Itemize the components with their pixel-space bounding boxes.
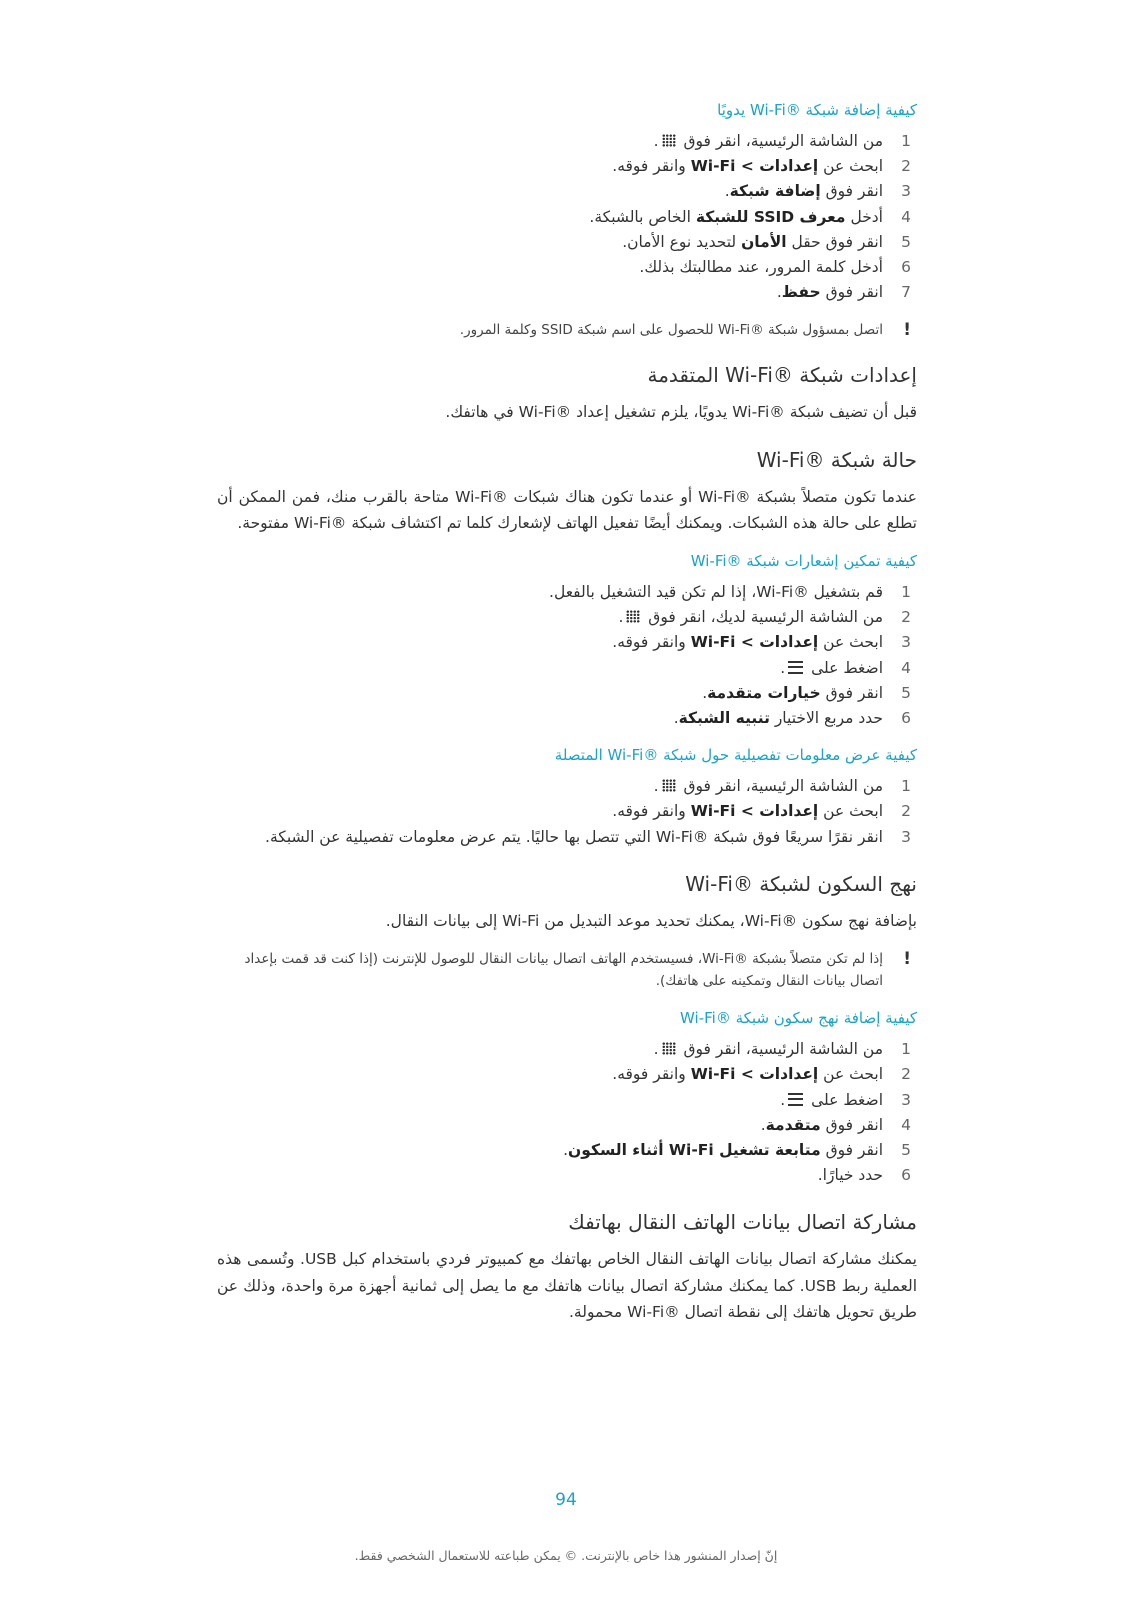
step-text-end: وانقر فوقه. [612,802,691,821]
step [217,580,917,605]
step-text: اضغط على [806,658,883,677]
procedure-title: كيفية عرض معلومات تفصيلية حول شبكة ®Wi-Fi المتصلة [554,746,917,765]
step-ui-term: معرف SSID للشبكة [695,207,846,226]
step-text: انقر فوق [820,1141,883,1160]
step-text: حدد مربع الاختيار [769,708,883,727]
step-text-end: . [724,182,730,201]
section-title: نهج السكون لشبكة ®Wi-Fi [685,871,917,896]
step-text-end: وانقر فوقه. [612,1065,691,1084]
step-number: 2 [901,608,911,627]
step [217,1113,917,1138]
step-text-end: لتحديد نوع الأمان. [622,232,742,251]
step-text-end: . [673,708,679,727]
step-number: 3 [901,633,911,652]
steps-list [217,1037,917,1188]
step-ui-term: إعدادات > Wi-Fi [690,802,819,821]
step-number: 2 [901,1065,911,1084]
procedure-title: كيفية تمكين إشعارات شبكة ®Wi-Fi [690,551,917,570]
apps-grid-icon [662,1042,676,1055]
step [217,681,917,706]
step-text-end: الخاص بالشبكة. [589,207,696,226]
step-number: 3 [901,827,911,846]
step-number: 4 [901,658,911,677]
step-text-end: . [780,1090,786,1109]
apps-grid-icon [662,134,676,147]
step-text: انقر فوق [820,182,883,201]
step-text: انقر نقرًا سريعًا فوق شبكة ®Wi-Fi التي تتصل بها حاليًا. يتم عرض معلومات تفصيلية عن الشبكة. [265,827,883,846]
step [217,656,917,681]
step-number: 1 [901,582,911,601]
paragraph: بإضافة نهج سكون ®Wi-Fi، يمكنك تحديد موعد التبديل من Wi-Fi إلى بيانات النقال. [385,911,917,930]
step-text: أدخل كلمة المرور، عند مطالبتك بذلك. [639,258,883,277]
step-text: قم بتشغيل ®Wi-Fi، إذا لم تكن قيد التشغيل بالفعل. [549,582,883,601]
step [217,230,917,255]
step-text-end: وانقر فوقه. [612,633,691,652]
step [217,205,917,230]
step [217,825,917,850]
step-text: من الشاشة الرئيسية لديك، انقر فوق [643,608,883,627]
step [217,255,917,280]
step-text-end: . [618,608,624,627]
step [217,1088,917,1113]
step-ui-term: إعدادات > Wi-Fi [690,157,819,176]
step-number: 1 [901,132,911,150]
menu-icon [788,661,803,674]
step-number: 4 [901,1115,911,1134]
step-ui-term: حفظ [781,283,821,302]
step-number: 3 [901,1090,911,1109]
step-text-end: . [780,658,786,677]
paragraph: عندما تكون متصلاً بشبكة ®Wi-Fi أو عندما تكون هناك شبكات ®Wi-Fi متاحة بالقرب منك، فمن الممكن أن تطلع على حالة هذه الشبكات. ويمكنك أيضًا تفعيل الهاتف لإشعارك كلما تم اكتشاف شبكة ®Wi-Fi مفتوحة. [217,487,917,533]
step [217,1163,917,1188]
step-number: 2 [901,802,911,821]
step-ui-term: تنبيه الشبكة [678,708,770,727]
step-number: 6 [901,258,911,277]
step [217,1138,917,1163]
step-text-end: . [760,1115,766,1134]
note [217,948,917,992]
apps-grid-icon [662,779,676,792]
step-text: انقر فوق [820,1115,883,1134]
paragraph: يمكنك مشاركة اتصال بيانات الهاتف النقال الخاص بهاتفك مع كمبيوتر فردي باستخدام كبل USB. وتُسمى هذه العملية ربط USB. كما يمكنك مشاركة اتصال بيانات هاتفك مع ما يصل إلى ثمانية أجهزة مرة واحدة، وذلك عن طريق تحويل هاتفك إلى نقطة اتصال ®Wi-Fi محمولة. [217,1250,918,1322]
note-text: اتصل بمسؤول شبكة ®Wi-Fi للحصول على اسم شبكة SSID وكلمة المرور. [459,322,883,339]
step-number: 4 [901,207,911,226]
step-text: انقر فوق [820,283,883,302]
step-ui-term: الأمان [741,232,787,251]
exclamation-icon: ! [903,949,911,970]
step-ui-term: إعدادات > Wi-Fi [690,1065,819,1084]
step-text: من الشاشة الرئيسية، انقر فوق [678,777,883,796]
step-text-end: وانقر فوقه. [612,157,691,176]
footer-copyright: إنّ إصدار المنشور هذا خاص بالإنترنت. © يمكن طباعته للاستعمال الشخصي فقط. [354,1548,778,1563]
step-number: 5 [901,1141,911,1160]
step-number: 6 [901,708,911,727]
step-number: 1 [901,777,911,796]
step [217,179,917,204]
step-text: انقر فوق حقل [786,232,883,251]
exclamation-icon: ! [903,320,911,341]
step-number: 1 [901,1040,911,1059]
step [217,154,917,179]
step-number: 2 [901,157,911,176]
apps-grid-icon [626,610,640,623]
menu-icon [788,1093,803,1106]
procedure-title: كيفية إضافة شبكة ®Wi-Fi يدويًا [717,101,917,119]
steps-list [217,129,917,305]
step [217,630,917,655]
paragraph: قبل أن تضيف شبكة ®Wi-Fi يدويًا، يلزم تشغيل إعداد ®Wi-Fi في هاتفك. [445,403,917,422]
step-text: ابحث عن [818,1065,883,1084]
step [217,605,917,630]
step-ui-term: إضافة شبكة [729,182,821,201]
procedure-title: كيفية إضافة نهج سكون شبكة ®Wi-Fi [680,1009,917,1028]
step-number: 7 [901,283,911,302]
steps-list [217,580,917,731]
step-text: اضغط على [806,1090,883,1109]
step [217,799,917,824]
step-ui-term: إعدادات > Wi-Fi [690,633,819,652]
step-number: 5 [901,232,911,251]
note [217,319,917,341]
step-text-end: . [776,283,782,302]
step-text: ابحث عن [818,633,883,652]
section-title: حالة شبكة ®Wi-Fi [756,447,917,472]
step-text: من الشاشة الرئيسية، انقر فوق [678,132,883,150]
step-ui-term: خيارات متقدمة [707,683,821,702]
step [217,706,917,731]
step-text: من الشاشة الرئيسية، انقر فوق [678,1040,883,1059]
step-text: أدخل [845,207,883,226]
step [217,129,917,154]
step-text-end: . [702,683,708,702]
section-title: إعدادات شبكة ®Wi-Fi المتقدمة [647,363,917,388]
step-text: حدد خيارًا. [817,1166,883,1185]
page-number: 94 [555,1490,577,1510]
step-text-end: . [653,132,659,150]
note-text: إذا لم تكن متصلاً بشبكة ®Wi-Fi، فسيستخدم الهاتف اتصال بيانات النقال للوصول للإنترنت (إذا كنت قد قمت بإعداد اتصال بيانات النقال وتمكينه على هاتفك). [244,951,883,990]
step-number: 5 [901,683,911,702]
content [217,100,917,1340]
step-number: 3 [901,182,911,201]
step-text: ابحث عن [818,157,883,176]
steps-list [217,774,917,850]
section-title: مشاركة اتصال بيانات الهاتف النقال بهاتفك [568,1210,917,1235]
step [217,280,917,305]
step-text-end: . [653,777,659,796]
step-text-end: . [653,1040,659,1059]
step [217,774,917,799]
step-text: ابحث عن [818,802,883,821]
step-text-end: . [563,1141,569,1160]
step-number: 6 [901,1166,911,1185]
step [217,1037,917,1062]
step [217,1062,917,1087]
step-ui-term: متقدمة [765,1115,821,1134]
step-text: انقر فوق [820,683,883,702]
step-ui-term: متابعة تشغيل Wi-Fi أثناء السكون [568,1141,821,1160]
